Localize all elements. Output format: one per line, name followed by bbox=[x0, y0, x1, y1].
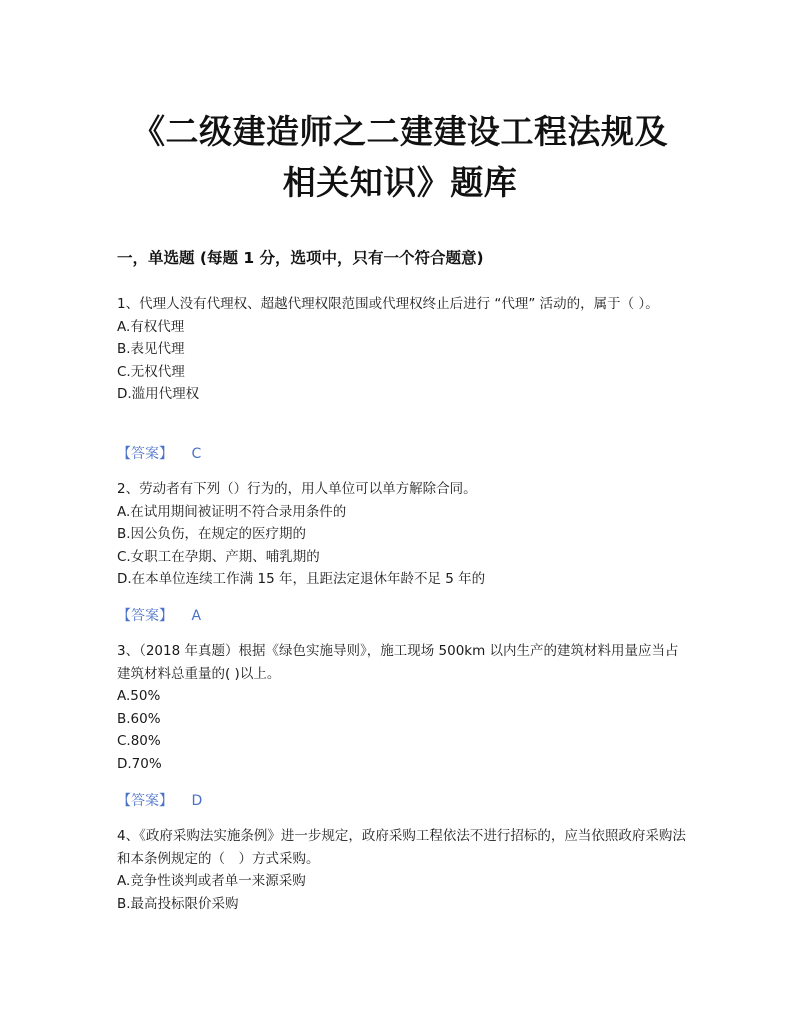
option-d: D.滥用代理权 bbox=[117, 386, 200, 402]
answer-2 bbox=[117, 605, 201, 625]
question-2 bbox=[117, 478, 687, 591]
question-stem: 4、《政府采购法实施条例》进一步规定，政府采购工程依法不进行招标的，应当依照政府采购法和本条例规定的（ ）方式采购。 bbox=[117, 828, 686, 867]
option-a: A.50% bbox=[117, 688, 161, 704]
answer-label: 【答案】 bbox=[117, 793, 173, 809]
question-stem: 1、代理人没有代理权、超越代理权限范围或代理权终止后进行 “代理” 活动的，属于（ ）。 bbox=[117, 296, 659, 312]
option-c: C.80% bbox=[117, 733, 161, 749]
answer-value: A bbox=[191, 608, 202, 624]
option-d: D.70% bbox=[117, 755, 162, 772]
option-d: D.在本单位连续工作满 15 年，且距法定退休年龄不足 5 年的 bbox=[117, 571, 486, 587]
question-stem: 2、劳动者有下列（）行为的，用人单位可以单方解除合同。 bbox=[117, 481, 477, 497]
answer-label: 【答案】 bbox=[117, 608, 173, 624]
question-4 bbox=[117, 825, 687, 915]
document-title bbox=[100, 106, 700, 208]
answer-value: D bbox=[191, 793, 203, 809]
option-b: B.60% bbox=[117, 710, 161, 727]
option-a: A.在试用期间被证明不符合录用条件的 bbox=[117, 503, 347, 520]
answer-1 bbox=[117, 443, 201, 463]
section-heading: 一，单选题 (每题 1 分，选项中，只有一个符合题意) bbox=[117, 249, 484, 267]
title-line-1: 《二级建造师之二建建设工程法规及 bbox=[132, 112, 668, 151]
title-line-2: 相关知识》题库 bbox=[282, 163, 518, 202]
answer-value: C bbox=[191, 446, 202, 462]
option-b: B.最高投标限价采购 bbox=[117, 895, 239, 912]
option-c: C.无权代理 bbox=[117, 363, 185, 380]
question-3 bbox=[117, 640, 687, 775]
option-a: A.有权代理 bbox=[117, 318, 185, 335]
option-a: A.竞争性谈判或者单一来源采购 bbox=[117, 873, 306, 889]
option-b: B.因公负伤，在规定的医疗期的 bbox=[117, 526, 307, 542]
answer-3 bbox=[117, 790, 202, 810]
answer-label: 【答案】 bbox=[117, 446, 173, 462]
option-b: B.表见代理 bbox=[117, 341, 185, 357]
question-stem: 3、（2018 年真题）根据《绿色实施导则》，施工现场 500km 以内生产的建筑材料用量应当占建筑材料总重量的( )以上。 bbox=[117, 643, 679, 682]
question-1 bbox=[117, 293, 687, 406]
option-c: C.女职工在孕期、产期、哺乳期的 bbox=[117, 548, 320, 565]
